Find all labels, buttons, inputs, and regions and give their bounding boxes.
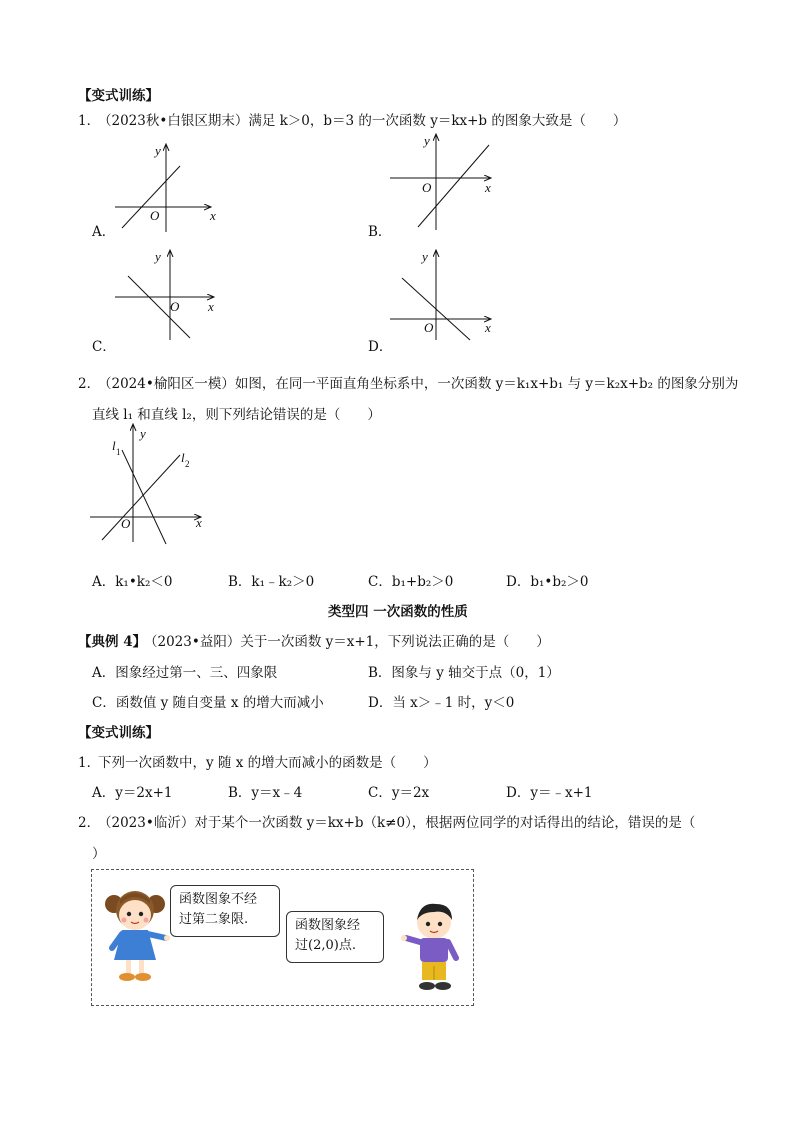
speech-bubble-left: [170, 885, 280, 937]
l1-subscript: 1: [116, 447, 121, 457]
line-l2: [102, 455, 180, 540]
example-label: 【典例 4】: [78, 634, 147, 650]
y-label: y: [155, 143, 161, 158]
l2-label: l: [181, 450, 185, 465]
question-text: 下列一次函数中，y 随 x 的增大而减小的函数是（ ）: [98, 755, 437, 771]
origin-label: O: [121, 516, 131, 531]
option-c-label: C．: [92, 339, 116, 355]
graph-d: [390, 248, 500, 343]
option-a: A．k₁•k₂＜0: [92, 574, 173, 590]
option-d: D．b₁•b₂＞0: [506, 574, 589, 590]
question-text: （2024•榆阳区一模）如图，在同一平面直角坐标系中，一次函数 y＝k₁x+b₁ 与 y＝k₂x+b₂ 的图象分别为: [98, 376, 739, 392]
question-number: 1．: [78, 755, 101, 771]
example-option-c: C．函数值 y 随自变量 x 的增大而减小: [92, 695, 324, 711]
girl-illustration: [100, 878, 170, 988]
x-label: x: [210, 208, 216, 223]
section-title: 类型四 一次函数的性质: [328, 604, 468, 620]
option-b: B．y＝x﹣4: [228, 785, 303, 801]
option-d-label: D．: [368, 339, 393, 355]
bubble-left-line1: 函数图象不经: [179, 892, 258, 907]
x-label: x: [485, 180, 491, 195]
graph-a: [110, 140, 230, 235]
x-label: x: [485, 320, 491, 335]
example-text: （2023•益阳）关于一次函数 y＝x+1，下列说法正确的是（ ）: [144, 634, 550, 650]
origin-label: O: [422, 180, 432, 195]
origin-label: O: [150, 208, 160, 223]
question-number: 2．: [78, 815, 101, 831]
origin-label: O: [170, 299, 180, 314]
y-label: y: [140, 426, 146, 441]
option-d: D．y＝﹣x+1: [506, 785, 593, 801]
option-c: C．b₁+b₂＞0: [368, 574, 454, 590]
y-label: y: [424, 133, 430, 148]
question-text: （2023秋•白银区期末）满足 k＞0，b＝3 的一次函数 y＝kx+b 的图象大致是（ ）: [98, 113, 627, 129]
bubble-right-line1: 函数图象经: [295, 918, 361, 933]
bubble-right-line2: 过(2,0)点.: [295, 938, 356, 953]
boy-illustration: [400, 900, 470, 995]
graph-b: [390, 130, 500, 235]
graph-c: [110, 248, 230, 343]
section-heading: 【变式训练】: [78, 88, 159, 104]
bubble-left-line2: 过第二象限.: [179, 912, 249, 927]
speech-bubble-right: [286, 911, 384, 963]
question-text: （2023•临沂）对于某个一次函数 y＝kx+b（k≠0），根据两位同学的对话得出的结论，错误的是（: [98, 815, 696, 831]
origin-label: O: [424, 320, 434, 335]
l1-label: l: [112, 438, 116, 453]
option-a: A．y＝2x+1: [92, 785, 173, 801]
question-number: 1．: [78, 113, 101, 129]
graph-l1-l2: [88, 422, 213, 547]
example-option-a: A．图象经过第一、三、四象限: [92, 665, 278, 681]
x-label: x: [196, 515, 202, 530]
function-line: [128, 276, 190, 338]
example-option-b: B．图象与 y 轴交于点（0，1）: [368, 665, 560, 681]
option-a-label: A．: [92, 224, 116, 240]
example-option-d: D．当 x＞﹣1 时，y＜0: [368, 695, 515, 711]
question-number: 2．: [78, 376, 101, 392]
y-label: y: [155, 249, 161, 264]
option-b-label: B．: [368, 224, 392, 240]
l2-subscript: 2: [185, 459, 190, 469]
question-text-cont: ）: [92, 846, 106, 862]
option-c: C．y＝2x: [368, 785, 430, 801]
section-heading: 【变式训练】: [78, 725, 159, 741]
y-label: y: [422, 249, 428, 264]
question-text-cont: 直线 l₁ 和直线 l₂，则下列结论错误的是（ ）: [92, 407, 381, 423]
option-b: B．k₁﹣k₂＞0: [228, 574, 315, 590]
x-label: x: [208, 299, 214, 314]
